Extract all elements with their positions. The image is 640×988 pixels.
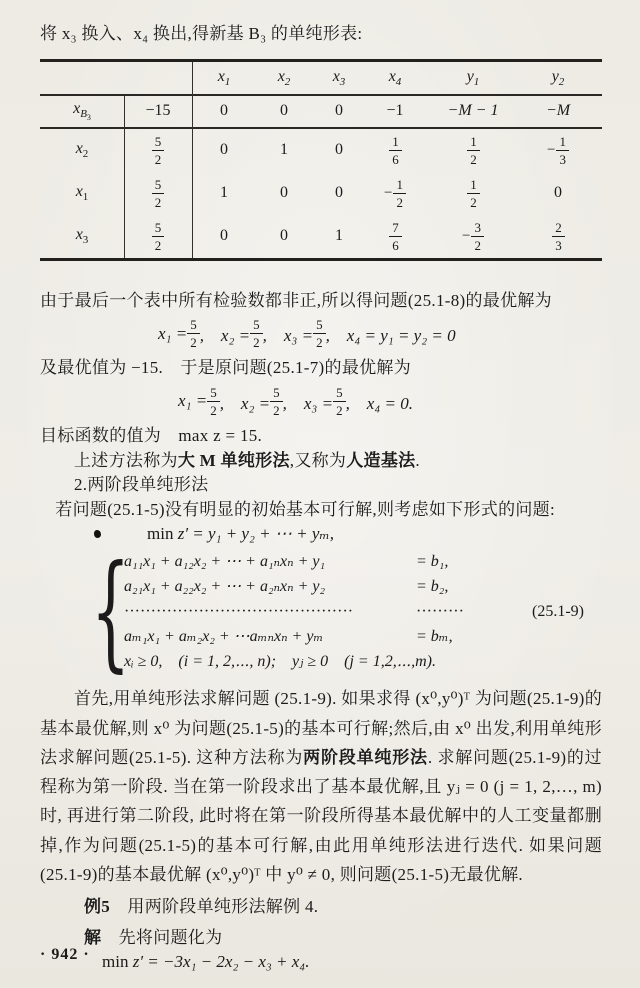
math-text: min z′ = y₁ + y₂ + ⋯ + yₘ,	[147, 524, 335, 544]
table-cell: 1	[335, 227, 343, 245]
ink-speck	[94, 530, 101, 538]
system-line-constraints: xᵢ ≥ 0, (i = 1, 2,⋯, n); yⱼ ≥ 0 (j = 1,2,⋯,m).	[124, 653, 437, 671]
paragraph-optimal-value: 及最优值为 −15. 于是原问题(25.1-7)的最优解为	[40, 358, 412, 378]
text: . 求解问题(25.1-9)的过程称为第一阶段. 当在第一阶段求出了基本最优解,且 yⱼ = 0 (j = 1, 2,…, m)时, 再进行第二阶段, 此时将在第一阶段所得基本最优解中的人工变量都删掉,作为问题(25.1-5)的基本可行解,由此用单纯形法进行迭代. 如果问题(25.1-9)的基本最优解 (x⁰,y⁰)ᵀ 中 y⁰ ≠ 0, 则问题(25.1-5)无最优解.	[40, 747, 602, 884]
objective-value-line	[40, 424, 602, 449]
example-line	[40, 895, 602, 920]
table-cell: 1	[220, 184, 228, 202]
solve-line	[40, 926, 602, 951]
math-text: z′ = −3x₁ − 2x₂ − x₃ + x₄.	[128, 952, 310, 972]
text: 用两阶段单纯形法解例 4.	[110, 897, 319, 917]
fraction: $\frac{5}{2}$	[313, 318, 326, 349]
math-text: max z = 15.	[178, 425, 263, 445]
row-value: $\frac{5}{2}$	[124, 178, 192, 209]
main-paragraph	[40, 684, 602, 889]
row-label: $x_2$	[75, 140, 89, 161]
page-number: · 942 ·	[40, 946, 90, 963]
table-cell: − $\frac{1}{2}$	[366, 178, 424, 209]
equation-system	[40, 539, 602, 686]
table-cell: 0	[335, 184, 343, 202]
system-line: aₘ₁x₁ + aₘ₂x₂ + ⋯aₘₙxₙ + yₘ = bₘ,	[124, 628, 453, 646]
col-header-x2: $x_2$	[277, 67, 291, 88]
table-vertical-rule-label	[124, 96, 125, 258]
math-text: , x₃ =	[282, 393, 334, 413]
table-cell: 1	[280, 141, 288, 159]
math-text: , x₂ =	[219, 393, 271, 413]
objective-row-label: $x_{B3}$	[73, 100, 91, 123]
col-header-y1: $y_1$	[466, 67, 480, 88]
simplex-table	[40, 59, 602, 261]
math-text: , x₃ =	[262, 326, 314, 346]
method-name-line	[40, 449, 602, 474]
text: 首先,用单纯形法求解问题 (25.1-9). 如果求得 (x⁰,y⁰)ᵀ 为问题(25.1-9)的基本最优解,则 x⁰ 为问题(25.1-5)的基本可行解;然后,由 x⁰ 出发,利用单纯形法求解问题(25.1-5). 这种方法称为	[40, 689, 602, 767]
text: ,又称为	[289, 450, 347, 470]
math-text: x₁ =	[178, 391, 208, 411]
example-label: 例5	[84, 897, 111, 917]
section-heading: 2.两阶段单纯形法	[74, 475, 209, 495]
table-cell: 0	[554, 184, 562, 202]
table-cell: $\frac{1}{2}$	[424, 178, 522, 209]
col-header-y2: $y_2$	[551, 67, 565, 88]
row-value: $\frac{5}{2}$	[124, 135, 192, 166]
text: .	[415, 450, 420, 470]
objective-cell: 0	[280, 102, 288, 120]
objective-value: −15	[145, 102, 171, 120]
paragraph-consider: 若问题(25.1-5)没有明显的初始基本可行解,则考虑如下形式的问题:	[55, 499, 556, 519]
left-brace: {	[91, 539, 131, 686]
bold-term: 人造基法	[346, 450, 416, 470]
objective-cell: −1	[386, 102, 404, 120]
row-value: $\frac{5}{2}$	[124, 221, 192, 252]
table-cell: − $\frac{1}{3}$	[522, 135, 594, 166]
system-line: a₂₁x₁ + a₂₂x₂ + ⋯ + a₂ₙxₙ + y₂ = b₂,	[124, 578, 449, 596]
math-text: , x₂ =	[199, 326, 251, 346]
objective-cell: 0	[335, 102, 343, 120]
col-header-x1: $x_1$	[217, 67, 231, 88]
math-text: , x₄ = y₁ = y₂ = 0	[325, 326, 456, 346]
table-vertical-rule-main	[192, 62, 193, 258]
objective-cell: −M	[545, 102, 571, 120]
solution-equation-2	[178, 386, 602, 417]
bold-term: 大 M 单纯形法	[177, 450, 290, 470]
solve-label: 解	[84, 927, 102, 947]
row-label: $x_3$	[75, 226, 89, 247]
col-header-x3: $x_3$	[332, 67, 346, 88]
math-text: min	[102, 952, 129, 972]
system-line: a₁₁x₁ + a₁₂x₂ + ⋯ + a₁ₙxₙ + y₁ = b₁,	[124, 553, 449, 571]
objective-cell: −M − 1	[447, 102, 499, 120]
table-cell: $\frac{2}{3}$	[522, 221, 594, 252]
fraction: $\frac{5}{2}$	[207, 386, 220, 417]
table-cell: − $\frac{3}{2}$	[424, 221, 522, 252]
objective-cell: 0	[220, 102, 228, 120]
table-cell: 0	[220, 227, 228, 245]
fraction: $\frac{5}{2}$	[333, 386, 346, 417]
system-lines	[124, 548, 506, 676]
text: 先将问题化为	[101, 927, 223, 947]
table-cell: $\frac{7}{6}$	[366, 221, 424, 252]
system-line-dots: ··········································· ·········	[124, 603, 464, 621]
row-label: $x_1$	[75, 183, 89, 204]
text: 上述方法称为	[74, 450, 178, 470]
table-cell: $\frac{1}{2}$	[424, 135, 522, 166]
fraction: $\frac{5}{2}$	[250, 318, 263, 349]
bold-term: 两阶段单纯形法	[303, 747, 428, 767]
paragraph-optimal-solution: 由于最后一个表中所有检验数都非正,所以得问题(25.1-8)的最优解为	[40, 290, 552, 310]
table-cell: 0	[220, 141, 228, 159]
math-text: , x₄ = 0.	[345, 393, 413, 413]
table-cell: 0	[335, 141, 343, 159]
label-text: 目标函数的值为	[40, 425, 179, 445]
table-cell: $\frac{1}{6}$	[366, 135, 424, 166]
solution-equation-1	[158, 318, 602, 349]
math-text: x₁ =	[158, 323, 188, 343]
fraction: $\frac{5}{2}$	[187, 318, 200, 349]
fraction: $\frac{5}{2}$	[270, 386, 283, 417]
equation-number: (25.1-9)	[532, 603, 584, 621]
table-cell: 0	[280, 227, 288, 245]
final-equation	[102, 952, 602, 972]
table-header-row	[40, 62, 602, 96]
col-header-x4: $x_4$	[388, 67, 402, 88]
intro-sentence: 将 x₃ 换入、x₄ 换出,得新基 B₃ 的单纯形表:	[40, 24, 363, 43]
table-cell: 0	[280, 184, 288, 202]
